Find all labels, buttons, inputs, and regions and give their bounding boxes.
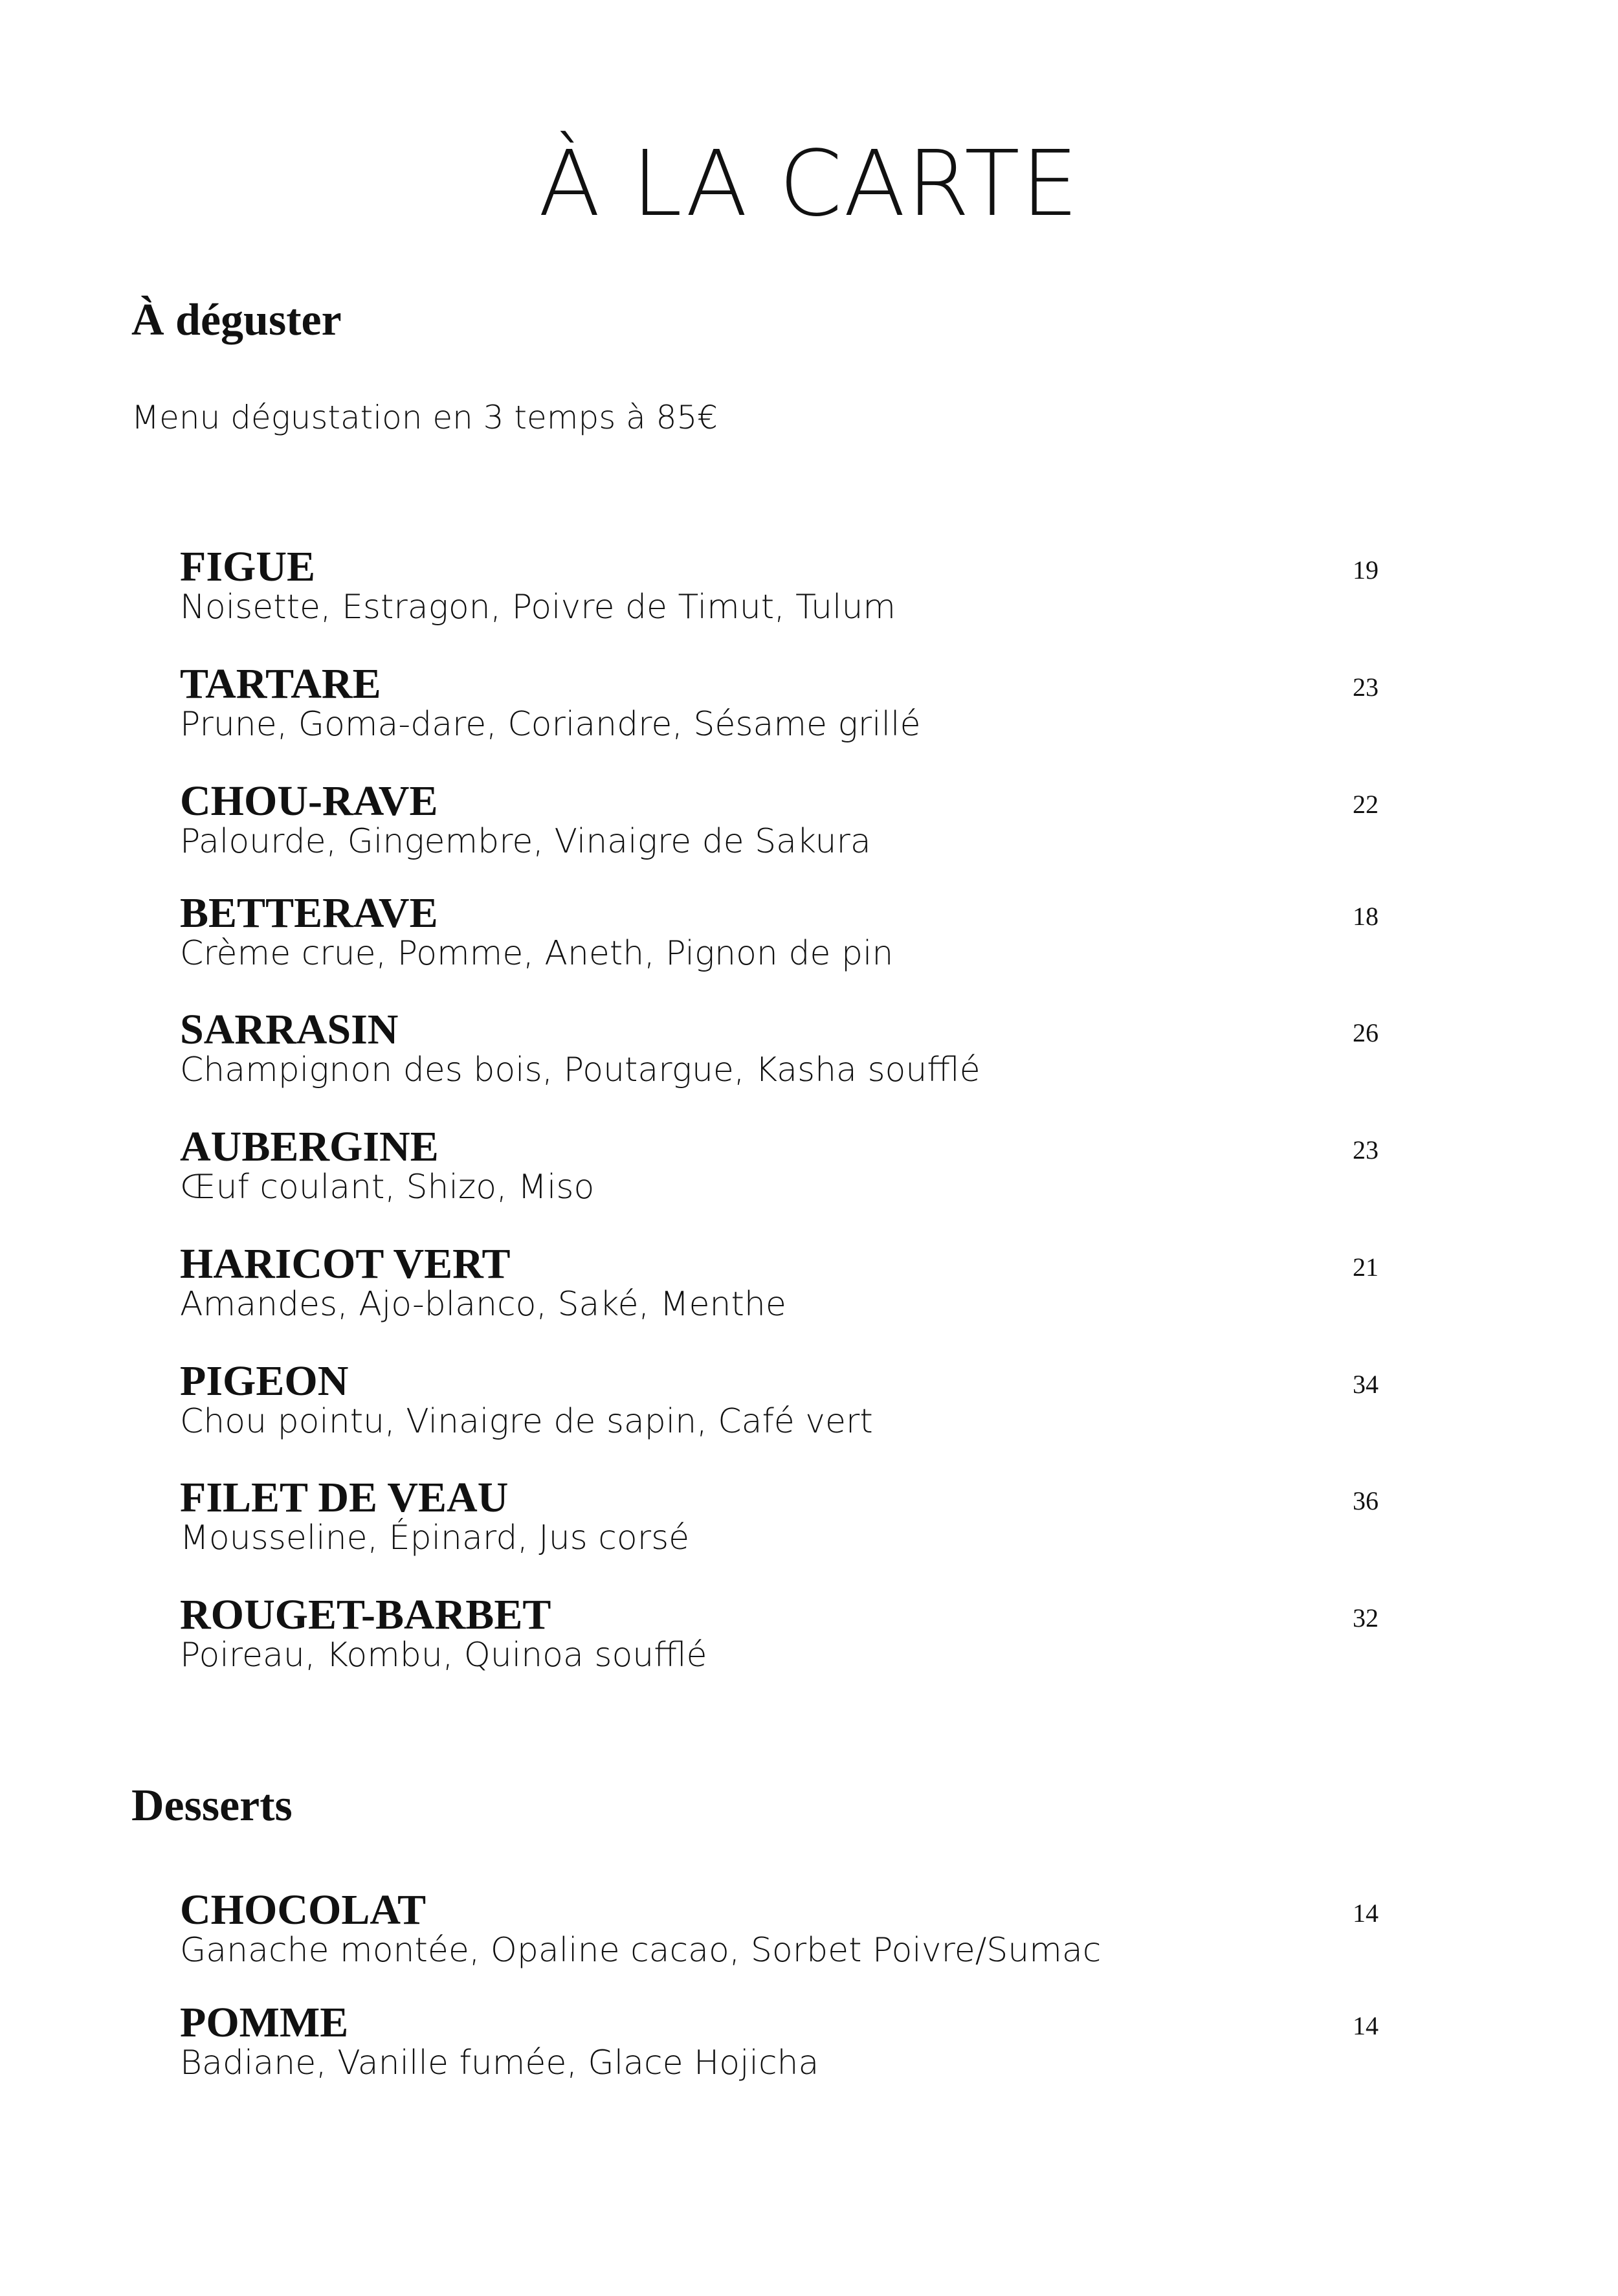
dish-item-rouget-barbet [180,1590,1423,1681]
dish-item-sarrasin [180,1005,1423,1096]
dish-name: FILET DE VEAU [180,1474,509,1521]
dish-item-pomme [180,1998,1423,2089]
dish-description: Palourde, Gingembre, Vinaigre de Sakura [180,822,871,861]
dish-name: TARTARE [180,660,381,708]
dish-price: 21 [1353,1253,1379,1282]
dish-name: POMME [180,1999,349,2046]
dish-description: Poireau, Kombu, Quinoa soufflé [180,1636,707,1675]
section-title-degustation: À déguster [131,295,342,345]
dish-name: BETTERAVE [180,889,438,937]
dish-description: Noisette, Estragon, Poivre de Timut, Tulum [180,588,896,627]
dish-name: FIGUE [180,543,316,590]
dish-name: PIGEON [180,1357,349,1405]
dish-item-chocolat [180,1886,1423,1976]
dish-description: Amandes, Ajo-blanco, Saké, Menthe [180,1285,786,1324]
dish-price: 26 [1353,1018,1379,1047]
dish-item-betterave [180,889,1423,979]
dish-price: 22 [1353,790,1379,819]
dish-item-filet-de-veau [180,1473,1423,1564]
dish-item-haricot-vert [180,1240,1423,1330]
dish-description: Prune, Goma-dare, Coriandre, Sésame grillé [180,705,921,744]
dish-price: 32 [1353,1603,1379,1633]
dish-price: 14 [1353,1899,1379,1928]
dish-price: 18 [1353,902,1379,931]
dish-description: Œuf coulant, Shizo, Miso [180,1168,595,1207]
dish-description: Chou pointu, Vinaigre de sapin, Café vert [180,1402,873,1441]
dish-name: CHOCOLAT [180,1886,427,1934]
dish-item-aubergine [180,1122,1423,1213]
dish-name: ROUGET-BARBET [180,1591,551,1638]
dish-price: 36 [1353,1486,1379,1515]
dish-name: AUBERGINE [180,1123,439,1170]
dish-name: CHOU-RAVE [180,777,438,825]
dish-description: Badiane, Vanille fumée, Glace Hojicha [180,2044,819,2082]
dish-description: Mousseline, Épinard, Jus corsé [180,1519,690,1557]
dish-item-chou-rave [180,777,1423,867]
dish-description: Champignon des bois, Poutargue, Kasha soufflé [180,1051,981,1089]
dish-item-figue [180,542,1423,633]
tasting-menu-note: Menu dégustation en 3 temps à 85€ [131,399,718,436]
dish-description: Ganache montée, Opaline cacao, Sorbet Poivre/Sumac [180,1931,1102,1970]
dish-item-pigeon [180,1357,1423,1447]
dish-name: SARRASIN [180,1006,399,1053]
dish-price: 23 [1353,673,1379,702]
dish-price: 14 [1353,2011,1379,2040]
section-title-desserts: Desserts [131,1781,293,1831]
dish-description: Crème crue, Pomme, Aneth, Pignon de pin [180,934,894,973]
dish-price: 23 [1353,1135,1379,1165]
dish-price: 34 [1353,1370,1379,1399]
dish-price: 19 [1353,555,1379,585]
dish-item-tartare [180,660,1423,750]
dish-name: HARICOT VERT [180,1240,511,1287]
page-title: À LA CARTE [538,131,1080,237]
